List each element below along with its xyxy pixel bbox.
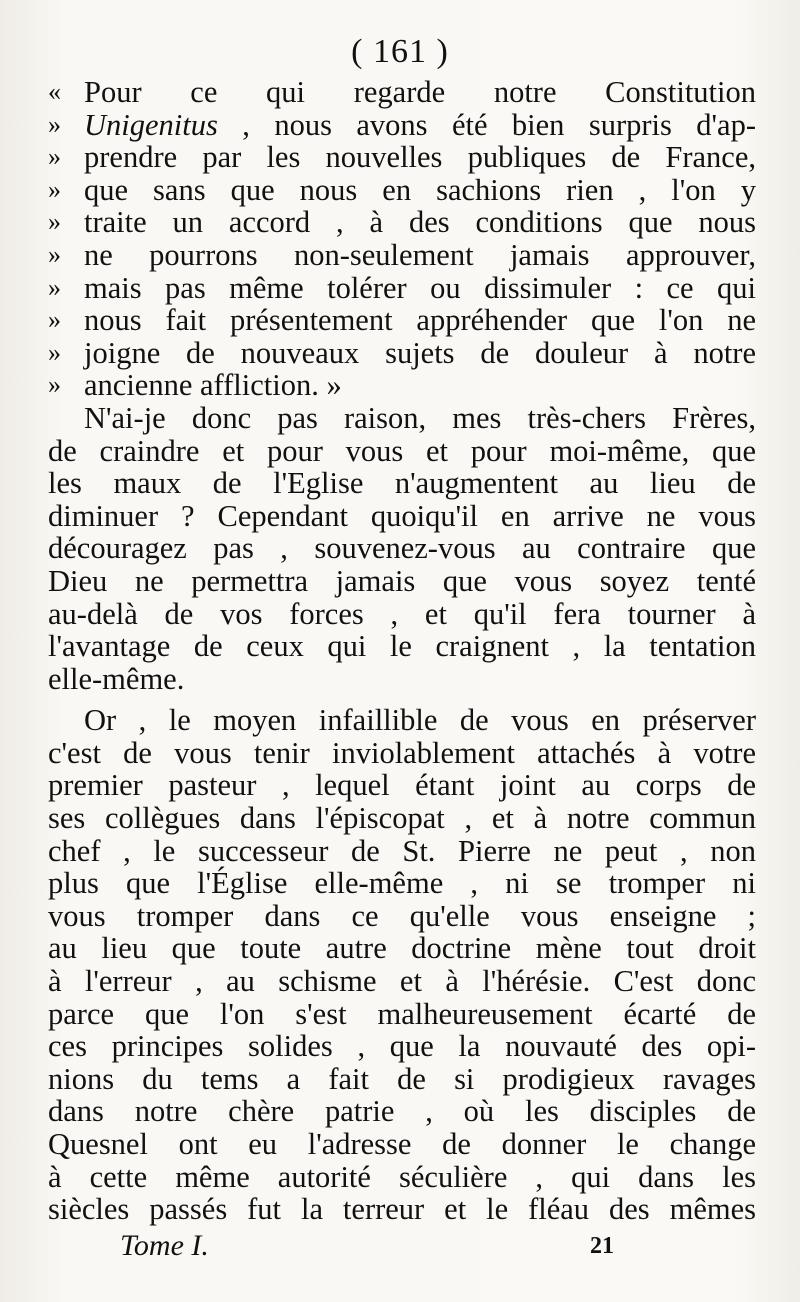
text-line [48,932,756,965]
text-line [48,337,756,370]
line-text: prendre par les nouvelles publiques de France, [84,140,756,175]
line-text: Or , le moyen infaillible de vous en préserver [84,703,756,738]
text-line [48,141,756,174]
volume-signature: Tome I. [120,1229,209,1262]
line-text: à l'erreur , au schisme et à l'hérésie. C'est donc [48,964,756,999]
text-line [48,206,756,239]
line-text: elle-même. [48,661,185,696]
line-text: que sans que nous en sachions rien , l'on y [84,172,756,207]
line-text: Quesnel ont eu l'adresse de donner le change [48,1127,756,1161]
line-text: mais pas même tolérer ou dissimuler : ce qui [84,270,756,305]
text-line [48,369,756,402]
text-line [48,76,756,109]
line-text: N'ai-je donc pas raison, mes très-chers Frères, [84,400,756,435]
text-line [48,109,756,142]
text-line [48,565,756,598]
quote-mark: » [48,305,61,335]
line-text: découragez pas , souvenez-vous au contraire que [48,531,756,566]
line-text: traite un accord , à des conditions que nous [84,205,756,240]
line-text: parce que l'on s'est malheureusement écarté de [48,996,756,1031]
text-line [48,304,756,337]
line-text: dans notre chère patrie , où les disciples de [48,1094,756,1129]
italic-title: Unigenitus [84,107,218,142]
text-line [48,630,756,663]
line-text: l'avantage de ceux qui le craignent , la tentation [48,629,756,664]
line-text: nous fait présentement appréhender que l'on ne [84,303,756,338]
line-text: au-delà de vos forces , et qu'il fera tourner à [48,596,756,631]
line-text: premier pasteur , lequel étant joint au corps de [48,768,756,803]
text-line [48,598,756,631]
line-text: au lieu que toute autre doctrine mène tout droit [48,931,756,966]
text-line [48,532,756,565]
text-line [48,272,756,305]
line-text: plus que l'Église elle-même , ni se tromper ni [48,866,756,901]
text-line [48,467,756,500]
text-line [48,500,756,533]
quote-mark: » [48,239,61,269]
text-line [48,867,756,900]
line-text: siècles passés fut la terreur et le fléau des mêmes [48,1192,756,1227]
text-line [48,737,756,770]
quote-mark: » [48,337,61,367]
line-text: ne pourrons non-seulement jamais approuver, [84,237,756,272]
text-line [48,769,756,802]
text-line [48,1193,756,1226]
text-line [48,998,756,1031]
quote-mark: « [48,77,61,106]
line-text: , nous avons été bien surpris d'ap- [242,107,756,142]
line-text: ancienne affliction. » [84,368,342,403]
line-text: joigne de nouveaux sujets de douleur à notre [84,335,756,370]
text-line [48,663,756,696]
quote-mark: » [48,174,61,204]
quote-mark: » [48,142,61,172]
text-line [48,435,756,468]
line-text: ces principes solides , que la nouvauté des opi- [48,1029,756,1064]
text-line [48,900,756,933]
body-text [48,76,756,1226]
text-line [48,1030,756,1063]
text-line [48,965,756,998]
page-number: ( 161 ) [351,33,449,70]
text-line [48,704,756,737]
line-text: vous tromper dans ce qu'elle vous enseigne ; [48,898,756,933]
line-text: de craindre et pour vous et pour moi-même, que [48,433,756,468]
text-line [48,1128,756,1161]
page-footer [120,1228,720,1264]
line-text: les maux de l'Eglise n'augmentent au lieu de [48,466,756,501]
text-line [48,802,756,835]
text-line [48,239,756,272]
line-text: ses collègues dans l'épiscopat , et à notre commun [48,801,756,836]
quote-mark: » [48,207,61,237]
line-text: Pour ce qui regarde notre Constitution [84,75,756,109]
line-text: à cette même autorité séculière , qui dans les [48,1159,756,1194]
text-line [48,1063,756,1096]
signature-mark: 21 [590,1233,614,1259]
line-text: Dieu ne permettra jamais que vous soyez tenté [48,563,756,598]
text-line [48,174,756,207]
text-line [48,1161,756,1194]
quote-mark: » [48,109,61,139]
text-line [48,1095,756,1128]
line-text: c'est de vous tenir inviolablement attachés à votre [48,735,756,770]
line-text: nions du tems a fait de si prodigieux ravages [48,1061,756,1096]
quote-mark: » [48,272,61,302]
text-line [48,835,756,868]
quote-mark: » [48,370,61,400]
text-line [48,402,756,435]
line-text: chef , le successeur de St. Pierre ne peut , non [48,833,756,868]
line-text: diminuer ? Cependant quoiqu'il en arrive ne vous [48,498,756,533]
